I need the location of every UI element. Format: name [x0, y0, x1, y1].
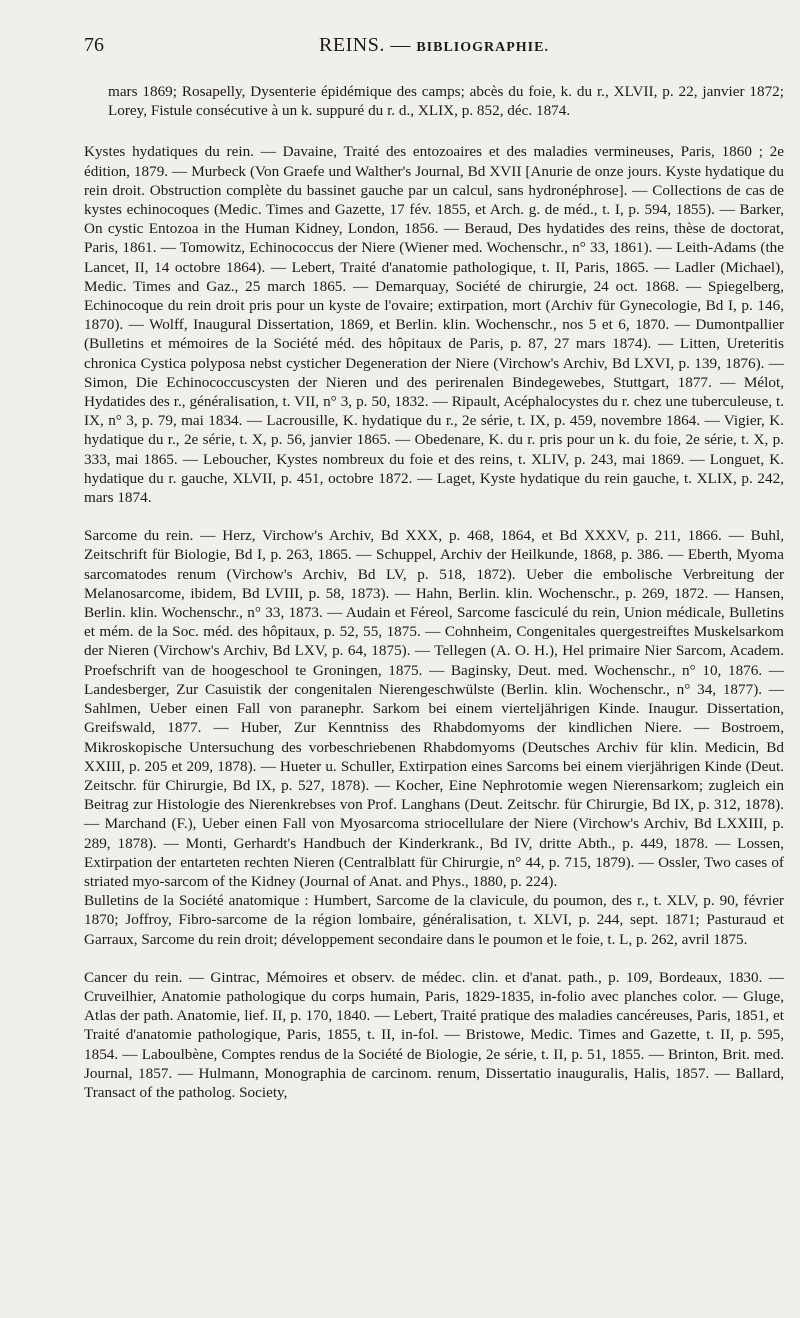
running-title [144, 34, 784, 57]
paragraph-bulletins: Bulletins de la Société anatomique : Humbert, Sarcome de la clavicule, du poumon, des r., t. XLV, p. 90, février 1870; Joffroy, Fibro-sarcome de la région lombaire, généralisation, t. XLVI, p. 244, sept. 1871; Pasturaud et Garraux, Sarcome du rein droit; développement secondaire dans le poumon et le foie, t. L, p. 262, avril 1875. [84, 892, 784, 948]
paragraph-continuation: mars 1869; Rosapelly, Dysenterie épidémique des camps; abcès du foie, k. du r., XLVII, p. 22, janvier 1872; Lorey, Fistule consécutive à un k. suppuré du r. d., XLIX, p. 852, déc. 1874. [108, 83, 784, 120]
paragraph-sarcome: Sarcome du rein. — Herz, Virchow's Archiv, Bd XXX, p. 468, 1864, et Bd XXXV, p. 211, 1866. — Buhl, Zeitschrift für Biologie, Bd I, p. 263, 1865. — Schuppel, Archiv der Heilkunde, 1868, p. 386. — Eberth, Myoma sarcomatodes renum (Virchow's Archiv, Bd LV, p. 518, 1872). Ueber die embolische Verbreitung der Melanosarcome, ibidem, Bd LVIII, p. 58, 1873). — Hahn, Berlin. klin. Wochenschr., p. 269, 1872. — Hansen, Berlin. klin. Wochenschr., n° 33, 1873. — Audain et Féreol, Sarcome fasciculé du rein, Union médicale, Bulletins et mém. de la Soc. méd. des hôpitaux, p. 52, 55, 1875. — Cohnheim, Congenitales quergestreiftes Muskelsarkom der Nieren (Virchow's Archiv, Bd LXV, p. 64, 1875). — Tellegen (A. O. H.), Hel primaire Nier Sarcom, Academ. Proefschrift van de hoogeschool te Groningen, 1875. — Baginsky, Deut. med. Wochenschr., n° 10, 1876. — Landesberger, Zur Casuistik der congenitalen Nierengeschwülste (Berlin. klin. Wochenschr., n° 34, 1877). — Sahlmen, Ueber einen Fall von paranephr. Sarkom bei einem vierteljährigen Kinde. Inaugur. Dissertation, Greifswald, 1877. — Huber, Zur Kenntniss des Rhabdomyoms der kindlichen Niere. — Bostroem, Mikroskopische Untersuchung des vorbeschriebenen Rhabdomyoms (Deutsches Archiv für klin. Medicin, Bd XXIII, p. 205 et 209, 1878). — Hueter u. Schuller, Extirpation eines Sarcoms bei einem vierjährigen Kinde (Deut. Zeitschr. für Chirurgie, Bd IX, p. 527, 1878). — Kocher, Eine Nephrotomie wegen Nierensarkom; zugleich ein Beitrag zur Histologie des Nierenkrebses von Prof. Langhans (Deut. Zeitschr. für Chirurgie, Bd IX, p. 312, 1878). — Marchand (F.), Ueber einen Fall von Myosarcoma striocellulare der Niere (Virchow's Archiv, Bd LXXIII, p. 289, 1878). — Monti, Gerhardt's Handbuch der Kinderkrank., Bd IV, dritte Abth., p. 449, 1878. — Lossen, Extirpation der entarteten rechten Nieren (Centralblatt für Chirurgie, n° 44, p. 715, 1879). — Ossler, Two cases of striated myo-sarcom of the Kidney (Journal of Anat. and Phys., 1880, p. 224). [84, 527, 784, 890]
running-header [84, 34, 784, 68]
section-subtitle: BIBLIOGRAPHIE. [416, 40, 549, 55]
page-number: 76 [84, 34, 104, 56]
title-dash: — [384, 34, 417, 56]
chapter-title: REINS. [319, 34, 385, 56]
paragraph-cancer: Cancer du rein. — Gintrac, Mémoires et observ. de médec. clin. et d'anat. path., p. 109, Bordeaux, 1830. — Cruveilhier, Anatomie pathologique du corps humain, Paris, 1829-1835, in-folio avec planches color. — Gluge, Atlas der path. Anatomie, lief. II, p. 170, 1840. — Lebert, Traité pratique des maladies cancéreuses, Paris, 1851, et Traité d'anatomie pathologique, Paris, 1855, t. II, in-fol. — Bristowe, Medic. Times and Gazette, t. II, p. 595, 1854. — Laboulbène, Comptes rendus de la Société de Biologie, 2e série, t. II, p. 51, 1855. — Brinton, Brit. med. Journal, 1857. — Hulmann, Monographia de carcinom. renum, Dissertatio inauguralis, Halis, 1857. — Ballard, Transact of the patholog. Society, [84, 968, 784, 1101]
paragraph-kystes-hydatiques: Kystes hydatiques du rein. — Davaine, Traité des entozoaires et des maladies vermineuses, Paris, 1860 ; 2e édition, 1879. — Murbeck (Von Graefe und Walther's Journal, Bd XVII [Anurie de onze jours. Kyste hydatique du rein droit. Obstruction complète du bassinet gauche par un calcul, sans hydronéphrose]. — Collections de cas de kystes echinocoques (Medic. Times and Gazette, 17 fév. 1855, et Arch. g. de méd., t. I, p. 594, 1855). — Barker, On cystic Entozoa in the Human Kidney, London, 1856. — Beraud, Des hydatides des reins, thèse de doctorat, Paris, 1861. — Tomowitz, Echinococcus der Niere (Wiener med. Wochenschr., n° 33, 1861). — Leith-Adams (the Lancet, II, 14 octobre 1864). — Lebert, Traité d'anatomie pathologique, t. II, Paris, 1865. — Ladler (Michael), Medic. Times and Gaz., 25 march 1865. — Demarquay, Société de chirurgie, 24 oct. 1868. — Spiegelberg, Echinocoque du rein droit pris pour un kyste de l'ovaire; extirpation, mort (Archiv für Gynecologie, Bd I, p. 146, 1870). — Wolff, Inaugural Dissertation, 1869, et Berlin. klin. Wochenschr., nos 5 et 6, 1870. — Dumontpallier (Bulletins et mémoires de la Société méd. des hôpitaux de Paris, p. 87, 27 mars 1874). — Litten, Ureteritis chronica Cystica polyposa nebst cysticher Degeneration der Niere (Virchow's Archiv, Bd LXVI, p. 139, 1876). — Simon, Die Echinococcuscysten der Nieren und des perirenalen Bindegewebes, Stuttgart, 1877. — Mélot, Hydatides des r., généralisation, t. VII, n° 3, p. 50, 1832. — Ripault, Acéphalocystes du r. chez une tuberculeuse, t. IX, n° 3, p. 79, mai 1834. — Lacrousille, K. hydatique du r., 2e série, t. IX, p. 459, novembre 1864. — Vigier, K. hydatique du r., 2e série, t. X, p. 56, janvier 1865. — Obedenare, K. du r. pris pour un k. du foie, 2e série, t. X, p. 333, mai 1865. — Leboucher, Kystes nombreux du foie et des reins, t. XLIV, p. 243, mai 1869. — Longuet, K. hydatique du r. gauche, XLVII, p. 451, octobre 1872. — Laget, Kyste hydatique du rein gauche, t. XLIX, p. 242, mars 1874. [84, 143, 784, 507]
